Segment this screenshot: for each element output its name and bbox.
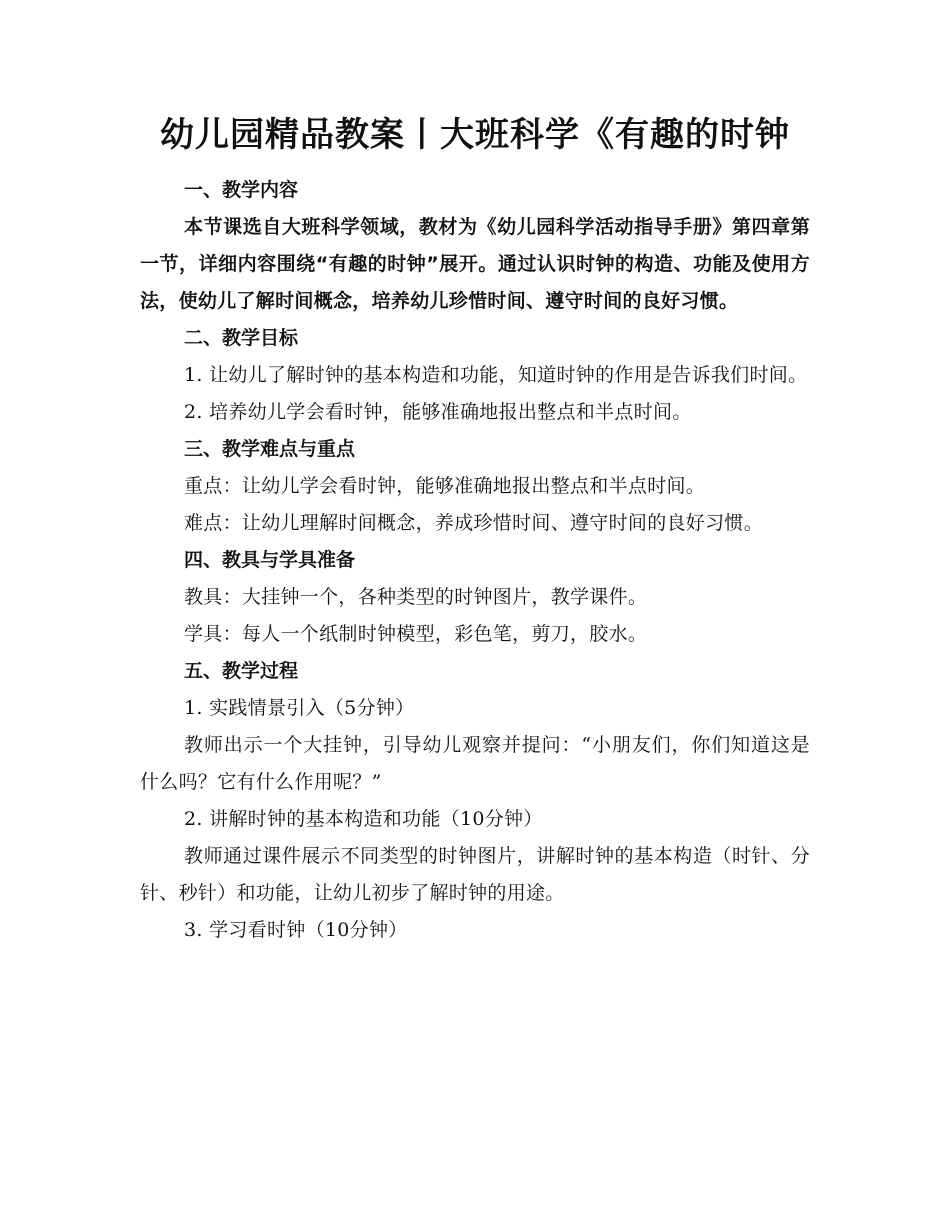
- paragraph-process-step-2-detail: 教师通过课件展示不同类型的时钟图片，讲解时钟的基本构造（时针、分针、秒针）和功能，让幼儿初步了解时钟的用途。: [140, 845, 810, 904]
- section-heading-content: 一、教学内容: [184, 179, 299, 201]
- paragraph-process-step-2: 2. 讲解时钟的基本构造和功能（10分钟）: [184, 808, 543, 830]
- paragraph-goal-1: 1. 让幼儿了解时钟的基本构造和功能，知道时钟的作用是告诉我们时间。: [184, 364, 808, 386]
- paragraph-student-tools: 学具：每人一个纸制时钟模型，彩色笔，剪刀，胶水。: [184, 623, 648, 645]
- paragraph-process-step-1-detail: 教师出示一个大挂钟，引导幼儿观察并提问：“小朋友们，你们知道这是什么吗？它有什么作用呢？”: [140, 734, 810, 793]
- section-heading-materials: 四、教具与学具准备: [184, 549, 356, 571]
- paragraph-goal-2: 2. 培养幼儿学会看时钟，能够准确地报出整点和半点时间。: [184, 401, 692, 423]
- section-heading-key-points: 三、教学难点与重点: [184, 438, 356, 460]
- section-heading-process: 五、教学过程: [184, 660, 299, 682]
- paragraph-process-step-1: 1. 实践情景引入（5分钟）: [184, 697, 415, 719]
- document-body: [140, 112, 810, 949]
- paragraph-content-intro: 本节课选自大班科学领域，教材为《幼儿园科学活动指导手册》第四章第一节，详细内容围绕“有趣的时钟”展开。通过认识时钟的构造、功能及使用方法，使幼儿了解时间概念，培养幼儿珍惜时间、遵守时间的良好习惯。: [140, 216, 810, 312]
- paragraph-process-step-3: 3. 学习看时钟（10分钟）: [184, 919, 408, 941]
- section-heading-goals: 二、教学目标: [184, 327, 299, 349]
- document-title: 幼儿园精品教案丨大班科学《有趣的时钟: [160, 115, 790, 155]
- paragraph-difficulty: 难点：让幼儿理解时间概念，养成珍惜时间、遵守时间的良好习惯。: [184, 512, 764, 534]
- paragraph-teacher-tools: 教具：大挂钟一个，各种类型的时钟图片，教学课件。: [184, 586, 648, 608]
- paragraph-key-point: 重点：让幼儿学会看时钟，能够准确地报出整点和半点时间。: [184, 475, 706, 497]
